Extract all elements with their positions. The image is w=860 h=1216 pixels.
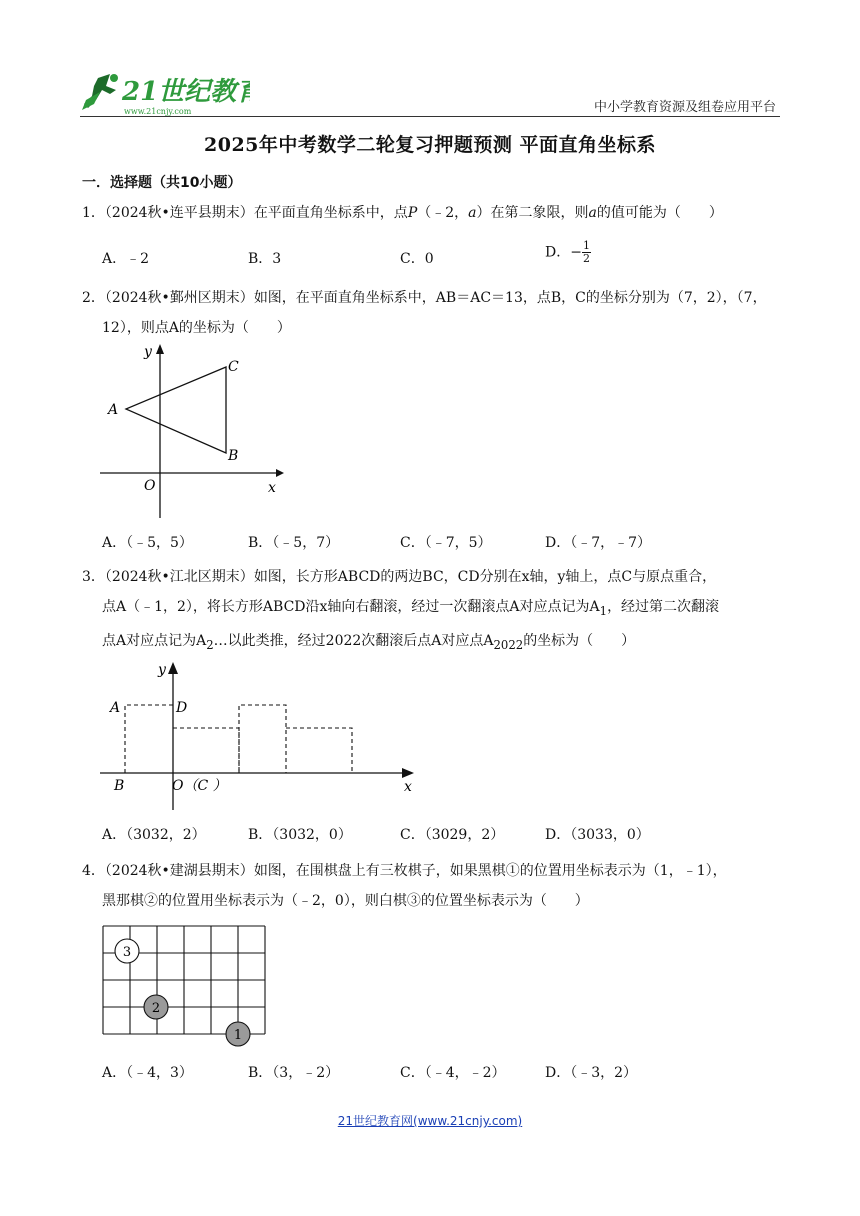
subscript: 2022 — [493, 637, 524, 652]
logo-text: 21世纪教育 — [122, 77, 250, 107]
option-d[interactable] — [545, 240, 591, 265]
point-a-label: A — [110, 700, 121, 716]
stone-label: 3 — [122, 945, 132, 960]
var-p: P — [407, 205, 418, 221]
question-source: （2024秋•鄞州区期末） — [104, 290, 254, 306]
question-source: （2024秋•建湖县期末） — [104, 863, 254, 879]
option-a[interactable]: A．（3032，2） — [102, 827, 206, 843]
question-text: ，经过第二次翻滚 — [607, 599, 720, 615]
question-text: 的值可能为（ ） — [596, 205, 723, 221]
fraction-numerator: 1 — [582, 239, 590, 252]
option-c[interactable]: C．0 — [400, 251, 434, 267]
white-stone — [115, 939, 139, 963]
x-axis-label: x — [404, 779, 412, 795]
option-a[interactable]: A．（﹣5，5） — [102, 535, 193, 551]
option-c[interactable]: C．（﹣4，﹣2） — [400, 1065, 506, 1081]
option-a[interactable]: A．﹣2 — [102, 251, 150, 267]
header-divider — [80, 116, 780, 117]
option-d[interactable]: D．（﹣7，﹣7） — [545, 535, 652, 551]
point-d-label: D — [176, 700, 188, 716]
option-b[interactable]: B．（﹣5，7） — [248, 535, 340, 551]
question-2 — [82, 283, 782, 343]
question-text: 点A对应点记为A — [102, 632, 207, 649]
black-stone — [226, 1022, 250, 1046]
y-axis-label: y — [158, 662, 166, 678]
question-text: ）在第二象限，则 — [476, 205, 589, 221]
figure-rolling-rectangle — [100, 660, 420, 815]
var-a: a — [588, 205, 597, 221]
question-text: （﹣2， — [417, 205, 469, 221]
page-title: 2025年中考数学二轮复习押题预测 平面直角坐标系 — [204, 134, 656, 156]
question-text: 12），则点A的坐标为（ ） — [102, 320, 291, 336]
header-tagline: 中小学教育资源及组卷应用平台 — [593, 100, 776, 115]
option-d[interactable]: D．（3033，0） — [545, 827, 650, 843]
minus-sign: − — [570, 244, 582, 261]
option-d-label: D． — [545, 244, 571, 261]
option-b[interactable]: B．3 — [248, 251, 282, 267]
question-number: 2． — [82, 290, 105, 306]
point-c-label: C — [228, 359, 239, 375]
question-number: 3． — [82, 569, 105, 585]
question-text: 如图，在围棋盘上有三枚棋子，如果黑棋①的位置用坐标表示为（1，﹣1）， — [253, 863, 727, 879]
option-c[interactable]: C．（3029，2） — [400, 827, 505, 843]
question-4 — [82, 856, 782, 916]
origin-c-label: O（C ） — [172, 778, 227, 794]
logo — [80, 70, 250, 120]
subscript: 1 — [599, 603, 608, 618]
figure-go-board — [100, 924, 280, 1049]
footer — [0, 1112, 860, 1129]
logo-url: www.21cnjy.com — [124, 107, 192, 116]
origin-label: O — [144, 478, 156, 494]
stone-label: 2 — [151, 1001, 161, 1016]
option-b[interactable]: B．（3，﹣2） — [248, 1065, 340, 1081]
stone-label: 1 — [233, 1028, 243, 1043]
black-stone — [144, 995, 168, 1019]
point-b-label: B — [114, 778, 125, 794]
point-b-label: B — [228, 448, 239, 464]
question-number: 4． — [82, 863, 105, 879]
question-text: 在平面直角坐标系中，点 — [253, 205, 408, 221]
question-text: 点A（﹣1，2），将长方形ABCD沿x轴向右翻滚，经过一次翻滚点A对应点记为A — [102, 599, 600, 615]
fraction-denominator: 2 — [582, 252, 590, 265]
option-c[interactable]: C．（﹣7，5） — [400, 535, 492, 551]
question-1 — [82, 198, 782, 228]
option-b[interactable]: B．（3032，0） — [248, 827, 352, 843]
option-d[interactable]: D．（﹣3，2） — [545, 1065, 638, 1081]
figure-triangle — [100, 342, 290, 524]
var-a: a — [468, 205, 477, 221]
subscript: 2 — [206, 637, 214, 652]
question-text: 黑那棋②的位置用坐标表示为（﹣2，0），则白棋③的位置坐标表示为（ ） — [102, 893, 589, 909]
footer-link[interactable]: 21世纪教育网(www.21cnjy.com) — [337, 1114, 523, 1128]
x-axis-label: x — [268, 480, 276, 496]
question-source: （2024秋•江北区期末） — [104, 569, 254, 585]
question-text: 如图，长方形ABCD的两边BC，CD分别在x轴，y轴上，点C与原点重合， — [253, 569, 717, 585]
question-source: （2024秋•连平县期末） — [104, 205, 254, 221]
question-text: …以此类推，经过2022次翻滚后点A对应点A — [213, 632, 494, 649]
option-a[interactable]: A．（﹣4，3） — [102, 1065, 193, 1081]
question-text: 如图，在平面直角坐标系中，AB＝AC＝13，点B，C的坐标分别为（7，2），（7， — [253, 290, 767, 306]
question-text: 的坐标为（ ） — [523, 632, 636, 649]
point-a-label: A — [108, 402, 119, 418]
question-3 — [82, 562, 782, 660]
question-number: 1． — [82, 205, 105, 221]
fraction — [582, 240, 591, 265]
section-heading: 一．选择题（共10小题） — [82, 175, 242, 191]
y-axis-label: y — [144, 344, 152, 360]
